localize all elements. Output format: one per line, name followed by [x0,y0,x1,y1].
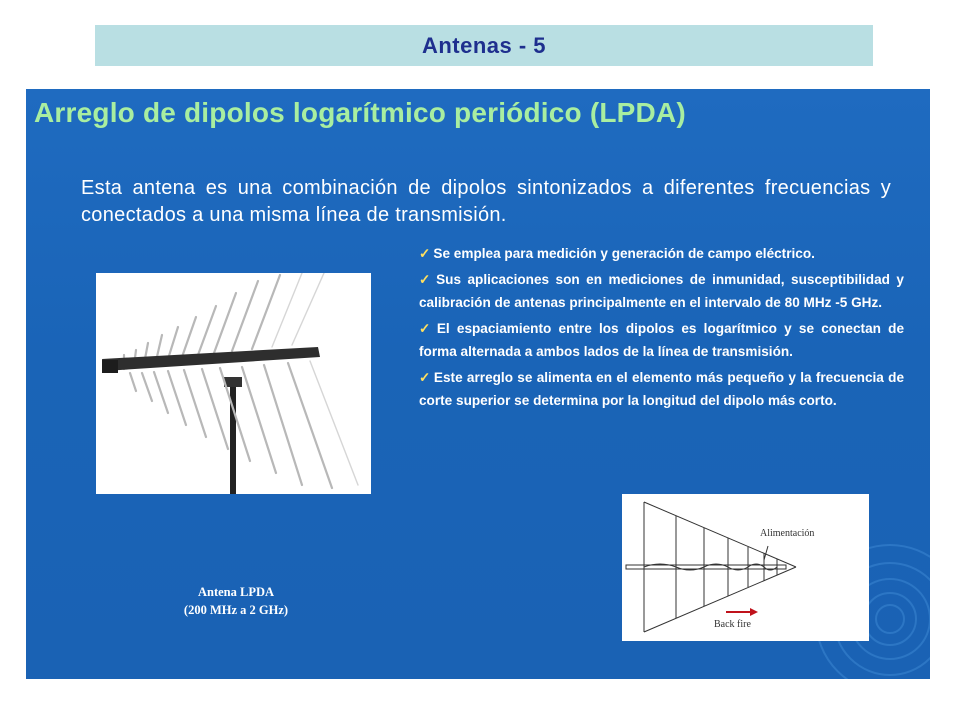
page-title: Antenas - 5 [421,32,547,58]
bullet-text: El espaciamiento entre los dipolos es logarítmico y se conectan de forma alternada a ambos lados de la línea de transmisión. [419,321,905,359]
check-icon: ✓ [419,272,434,287]
intro-paragraph: Esta antena es una combinación de dipolos sintonizados a diferentes frecuencias y conectados a una misma línea de transmisión. [81,177,891,226]
bullet-text: Se emplea para medición y generación de campo eléctrico. [433,246,815,261]
check-icon: ✓ [419,321,434,336]
header-bar [95,25,873,66]
check-icon: ✓ [419,246,431,261]
caption-line-1: Antena LPDA [197,585,275,599]
lpda-diagram [622,494,869,641]
caption-line-2: (200 MHz a 2 GHz) [183,603,289,617]
bullet-item [419,242,904,265]
bullet-text: Este arreglo se alimenta en el elemento más pequeño y la frecuencia de corte superior se determina por la longitud del dipolo más corto. [419,370,905,408]
bullet-item [419,317,904,363]
photo-caption [146,583,326,619]
antenna-illustration [96,273,371,494]
bullet-item [419,366,904,412]
antenna-photo [96,273,371,494]
check-icon: ✓ [419,370,431,385]
direction-label: Back fire [714,619,751,630]
bullet-list [419,242,904,415]
slide-title: Arreglo de dipolos logarítmico periódico (LPDA) [34,97,686,128]
lpda-diagram-drawing [622,494,869,641]
bullet-text: Sus aplicaciones son en mediciones de inmunidad, susceptibilidad y calibración de antenas principalmente en el intervalo de 80 MHz -5 GHz. [419,272,904,310]
slide [26,89,930,679]
feed-label: Alimentación [760,528,815,539]
bullet-item [419,268,904,314]
